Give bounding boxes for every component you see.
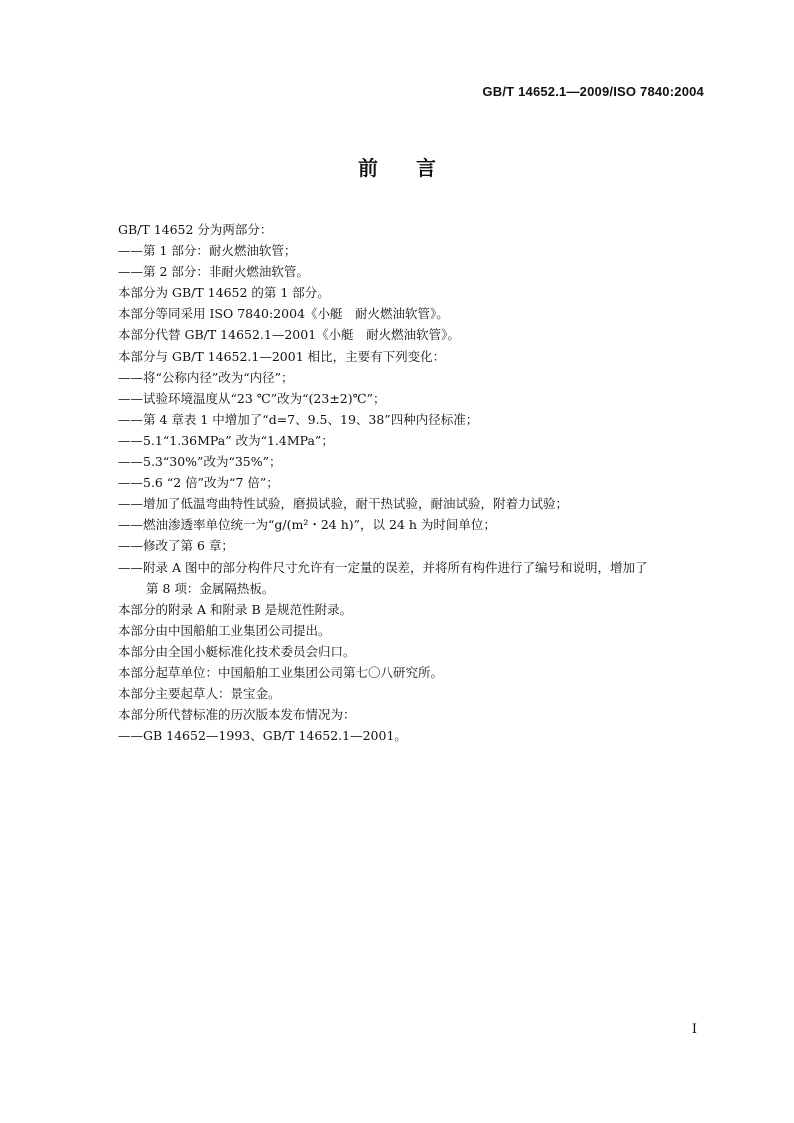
paragraph-main-drafter: 本部分主要起草人：景宝金。 [118,686,281,702]
list-item-change-4: ——5.1“1.36MPa” 改为“1.4MPa”； [118,432,334,448]
page-title: 前言 [358,156,474,180]
paragraph-equivalent: 本部分等同采用 ISO 7840:2004《小艇 耐火燃油软管》。 [118,306,449,322]
list-item-part-2: ——第 2 部分：非耐火燃油软管。 [118,264,309,280]
standard-code-header: GB/T 14652.1—2009/ISO 7840:2004 [482,84,704,99]
paragraph-replaces: 本部分代替 GB/T 14652.1—2001《小艇 耐火燃油软管》。 [118,327,460,343]
list-item-change-8: ——燃油渗透率单位统一为“g/(m²・24 h)”，以 24 h 为时间单位； [118,517,496,533]
paragraph-previous-editions: 本部分所代替标准的历次版本发布情况为： [118,707,356,723]
list-item-part-1: ——第 1 部分：耐火燃油软管； [118,243,297,259]
list-item-change-2: ——试验环境温度从“23 ℃”改为“(23±2)℃”； [118,390,386,406]
paragraph-annexes: 本部分的附录 A 和附录 B 是规范性附录。 [118,601,353,617]
foreword-body [118,219,706,746]
page-number: I [691,1022,697,1037]
list-item-previous-editions: ——GB 14652—1993、GB/T 14652.1—2001。 [118,728,407,744]
paragraph-proposed-by: 本部分由中国船舶工业集团公司提出。 [118,622,331,638]
list-item-change-10: ——附录 A 图中的部分构件尺寸允许有一定量的误差，并将所有构件进行了编号和说明，增加了 [118,559,648,575]
paragraph-this-part: 本部分为 GB/T 14652 的第 1 部分。 [118,285,330,301]
list-item-change-9: ——修改了第 6 章； [118,538,234,554]
list-item-change-7: ——增加了低温弯曲特性试验，磨损试验，耐干热试验，耐油试验，附着力试验； [118,496,569,512]
list-item-change-3: ——第 4 章表 1 中增加了“d=7、9.5、19、38”四种内径标准； [118,411,479,427]
paragraph-drafting-unit: 本部分起草单位：中国船舶工业集团公司第七〇八研究所。 [118,664,444,680]
list-item-change-10-continued: 第 8 项：金属隔热板。 [146,580,275,596]
list-item-change-6: ——5.6 “2 倍”改为“7 倍”； [118,475,279,491]
paragraph-under-jurisdiction: 本部分由全国小艇标准化技术委员会归口。 [118,643,356,659]
paragraph-parts-intro: GB/T 14652 分为两部分： [118,222,273,237]
paragraph-changes-intro: 本部分与 GB/T 14652.1—2001 相比，主要有下列变化： [118,348,446,364]
list-item-change-5: ——5.3“30%”改为“35%”； [118,454,282,470]
list-item-change-1: ——将“公称内径”改为“内径”； [118,369,294,385]
